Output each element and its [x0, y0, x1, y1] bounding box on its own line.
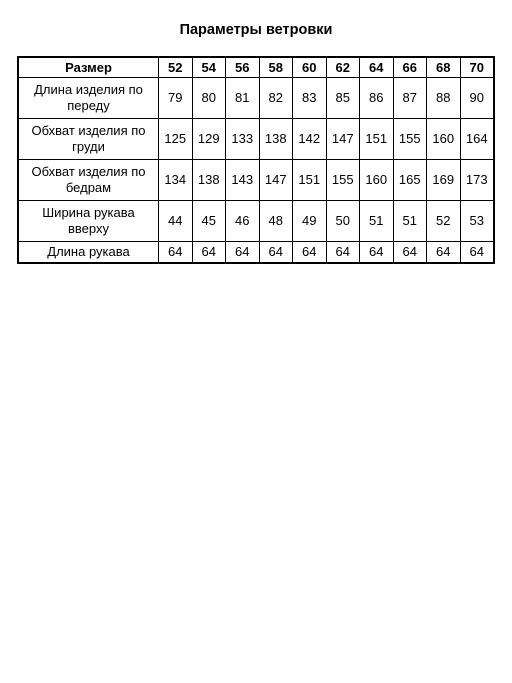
value-cell: 46: [226, 201, 260, 242]
page-title: Параметры ветровки: [179, 22, 333, 38]
value-cell: 155: [326, 160, 360, 201]
table-row: [19, 119, 494, 160]
row-label-cell: Длина изделия по переду: [19, 78, 159, 119]
value-cell: 50: [326, 201, 360, 242]
value-cell: 64: [226, 242, 260, 263]
value-cell: 64: [259, 242, 293, 263]
value-cell: 88: [427, 78, 461, 119]
header-size-cell: 60: [293, 58, 327, 78]
table-row: [19, 78, 494, 119]
value-cell: 64: [159, 242, 193, 263]
row-label-cell: Обхват изделия по бедрам: [19, 160, 159, 201]
value-cell: 134: [159, 160, 193, 201]
header-size-cell: 66: [393, 58, 427, 78]
value-cell: 90: [460, 78, 494, 119]
value-cell: 49: [293, 201, 327, 242]
header-label-cell: Размер: [19, 58, 159, 78]
value-cell: 160: [360, 160, 394, 201]
value-cell: 147: [259, 160, 293, 201]
value-cell: 160: [427, 119, 461, 160]
value-cell: 138: [259, 119, 293, 160]
header-size-cell: 52: [159, 58, 193, 78]
table-row: [19, 201, 494, 242]
value-cell: 85: [326, 78, 360, 119]
value-cell: 129: [192, 119, 226, 160]
header-size-cell: 62: [326, 58, 360, 78]
header-size-cell: 68: [427, 58, 461, 78]
value-cell: 79: [159, 78, 193, 119]
value-cell: 82: [259, 78, 293, 119]
value-cell: 165: [393, 160, 427, 201]
value-cell: 53: [460, 201, 494, 242]
header-size-cell: 70: [460, 58, 494, 78]
value-cell: 44: [159, 201, 193, 242]
value-cell: 51: [360, 201, 394, 242]
value-cell: 64: [393, 242, 427, 263]
value-cell: 151: [360, 119, 394, 160]
value-cell: 64: [427, 242, 461, 263]
value-cell: 173: [460, 160, 494, 201]
row-label-cell: Ширина рукава вверху: [19, 201, 159, 242]
row-label-cell: Обхват изделия по груди: [19, 119, 159, 160]
table-header-row: [19, 58, 494, 78]
value-cell: 138: [192, 160, 226, 201]
value-cell: 147: [326, 119, 360, 160]
value-cell: 86: [360, 78, 394, 119]
value-cell: 142: [293, 119, 327, 160]
value-cell: 87: [393, 78, 427, 119]
value-cell: 155: [393, 119, 427, 160]
value-cell: 151: [293, 160, 327, 201]
value-cell: 64: [326, 242, 360, 263]
value-cell: 64: [360, 242, 394, 263]
value-cell: 143: [226, 160, 260, 201]
value-cell: 133: [226, 119, 260, 160]
value-cell: 83: [293, 78, 327, 119]
header-size-cell: 64: [360, 58, 394, 78]
value-cell: 164: [460, 119, 494, 160]
value-cell: 64: [460, 242, 494, 263]
header-size-cell: 58: [259, 58, 293, 78]
value-cell: 64: [192, 242, 226, 263]
value-cell: 64: [293, 242, 327, 263]
value-cell: 81: [226, 78, 260, 119]
value-cell: 52: [427, 201, 461, 242]
value-cell: 80: [192, 78, 226, 119]
table-row: [19, 160, 494, 201]
value-cell: 45: [192, 201, 226, 242]
value-cell: 125: [159, 119, 193, 160]
header-size-cell: 56: [226, 58, 260, 78]
size-table: [18, 57, 494, 263]
table-row: [19, 242, 494, 263]
value-cell: 169: [427, 160, 461, 201]
row-label-cell: Длина рукава: [19, 242, 159, 263]
value-cell: 48: [259, 201, 293, 242]
value-cell: 51: [393, 201, 427, 242]
header-size-cell: 54: [192, 58, 226, 78]
